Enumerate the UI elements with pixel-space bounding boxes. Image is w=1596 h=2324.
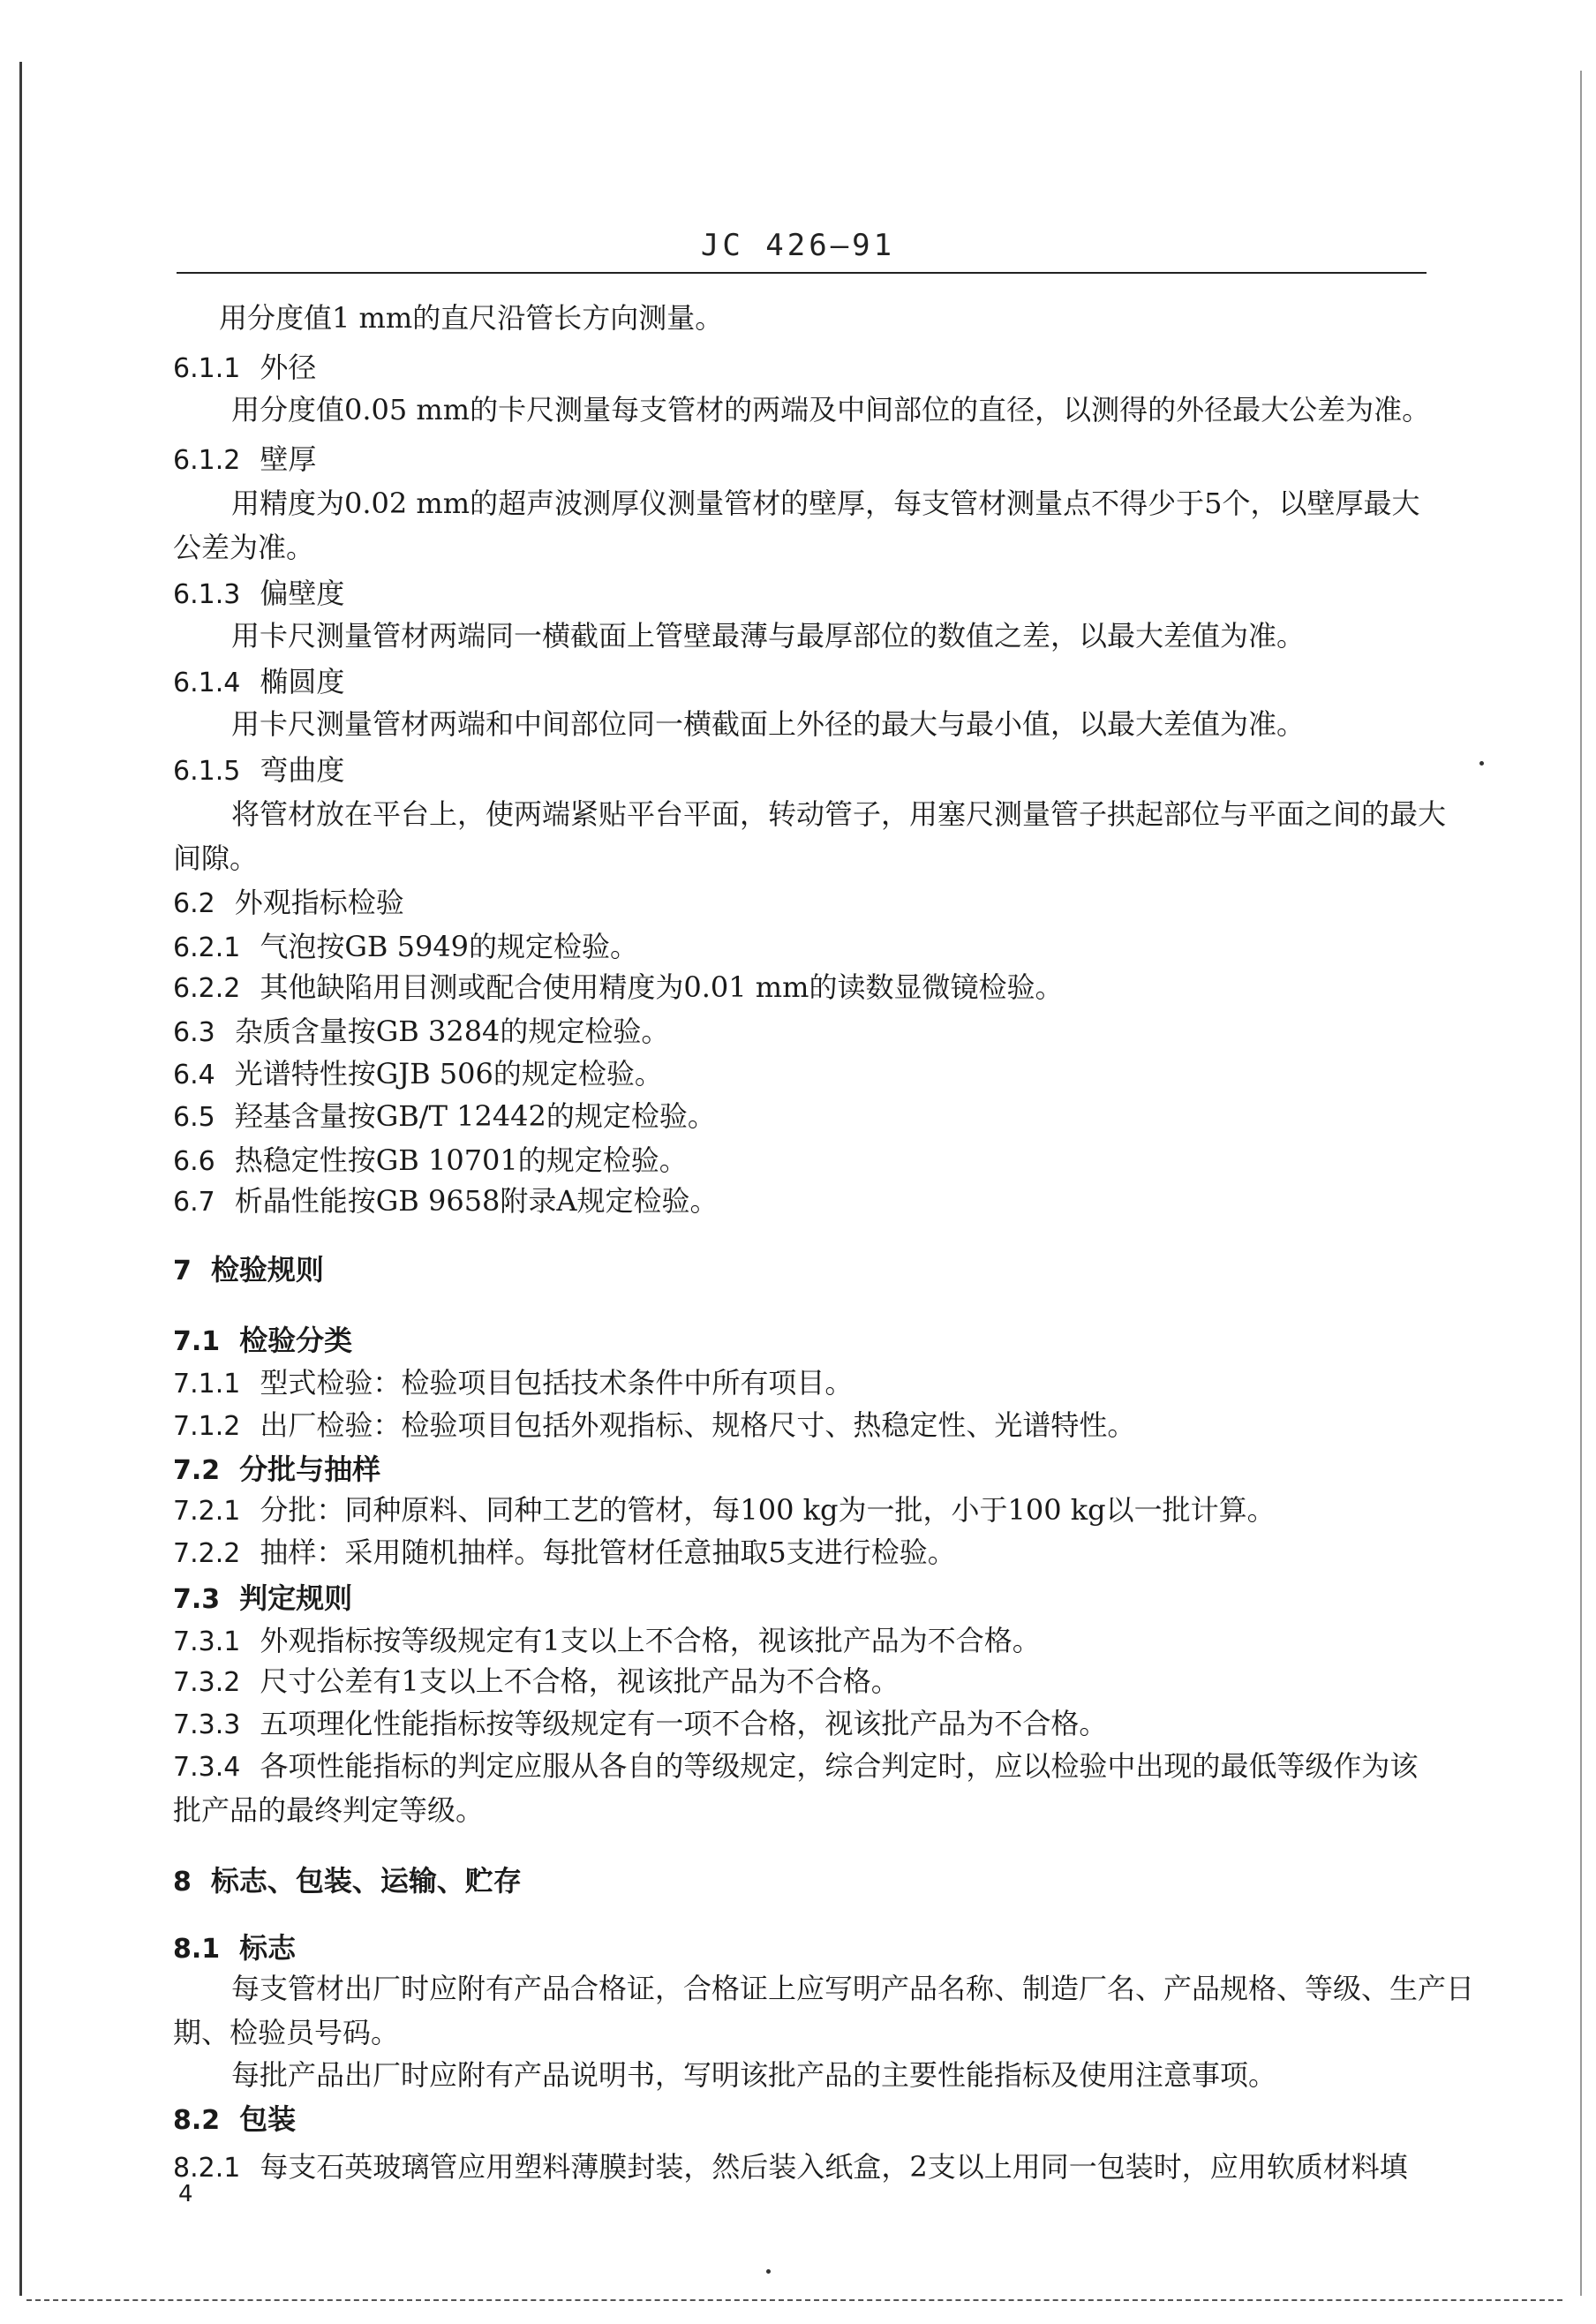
clause-number: 8: [173, 1867, 192, 1898]
page-left-border: [19, 62, 22, 2296]
clause-number: 8.2: [173, 2105, 221, 2136]
text-line: [173, 530, 314, 565]
text-line: [173, 970, 1063, 1007]
clause-number: 7.1.2: [173, 1411, 241, 1442]
text-line: [173, 1143, 688, 1180]
text-line: [231, 2057, 1276, 2093]
clause-text: 出厂检验：检验项目包括外观指标、规格尺寸、热稳定性、光谱特性。: [260, 1408, 1136, 1442]
standard-code-header: JC 426—91: [700, 228, 896, 263]
clause-text: 型式检验：检验项目包括技术条件中所有项目。: [260, 1366, 854, 1400]
clause-text: 壁厚: [260, 442, 317, 476]
clause-text: 羟基含量按GB/T 12442的规定检验。: [234, 1099, 716, 1133]
text-line: [173, 664, 344, 701]
text-line: [173, 1535, 956, 1572]
text-line: [173, 1792, 484, 1828]
clause-text: 气泡按GB 5949的规定检验。: [260, 930, 639, 963]
clause-text: 用卡尺测量管材两端和中间部位同一横截面上外径的最大与最小值，以最大差值为准。: [231, 707, 1306, 741]
text-line: [231, 706, 1305, 742]
clause-text: 偏壁度: [260, 577, 345, 610]
clause-number: 6.2.2: [173, 973, 241, 1004]
clause-text: 抽样：采用随机抽样。每批管材任意抽取5支进行检验。: [260, 1536, 956, 1569]
clause-number: 6.3: [173, 1017, 215, 1048]
clause-text: 外观指标按等级规定有1支以上不合格，视该批产品为不合格。: [260, 1624, 1041, 1657]
clause-text: 杂质含量按GB 3284的规定检验。: [234, 1015, 670, 1048]
clause-text: 判定规则: [239, 1581, 353, 1615]
clause-number: 6.2.1: [173, 932, 241, 963]
clause-text: 分批与抽样: [239, 1452, 381, 1486]
page-right-border: [1580, 71, 1582, 2296]
text-line: [219, 300, 723, 336]
text-line: [173, 2149, 1408, 2186]
clause-number: 8.2.1: [173, 2153, 241, 2184]
clause-text: 每批产品出厂时应附有产品说明书，写明该批产品的主要性能指标及使用注意事项。: [231, 2058, 1277, 2092]
clause-text: 用分度值1 mm的直尺沿管长方向测量。: [219, 301, 724, 335]
clause-text: 析晶性能按GB 9658附录A规定检验。: [234, 1184, 719, 1218]
clause-number: 6.4: [173, 1060, 215, 1090]
clause-number: 7: [173, 1256, 192, 1286]
clause-number: 6.1.1: [173, 353, 241, 384]
clause-text: 外径: [260, 351, 317, 384]
clause-number: 7.3.2: [173, 1667, 241, 1698]
clause-text: 检验规则: [210, 1253, 324, 1286]
clause-text: 弯曲度: [260, 753, 345, 787]
text-line: [173, 1056, 663, 1093]
text-line: [173, 885, 404, 922]
clause-number: 6.2: [173, 888, 215, 919]
text-line: [173, 1492, 1276, 1529]
section-heading: [173, 1863, 522, 1900]
clause-text: 光谱特性按GJB 506的规定检验。: [234, 1057, 663, 1090]
text-line: [231, 618, 1305, 653]
clause-text: 各项性能指标的判定应服从各自的等级规定，综合判定时，应以检验中出现的最低等级作为该: [260, 1749, 1419, 1783]
clause-number: 6.1.4: [173, 668, 241, 698]
clause-text: 标志: [239, 1931, 297, 1965]
header-rule: [177, 272, 1427, 274]
text-line: [173, 1748, 1418, 1785]
clause-number: 7.2.2: [173, 1538, 241, 1569]
text-line: [173, 1407, 1135, 1445]
clause-number: 6.1.5: [173, 756, 241, 787]
clause-number: 7.1.1: [173, 1369, 241, 1400]
clause-number: 6.6: [173, 1146, 215, 1177]
scan-speck: [1479, 761, 1484, 766]
text-line: [173, 350, 316, 387]
clause-text: 热稳定性按GB 10701的规定检验。: [234, 1143, 688, 1177]
text-line: [173, 752, 344, 789]
clause-text: 五项理化性能指标按等级规定有一项不合格，视该批产品为不合格。: [260, 1707, 1108, 1740]
clause-text: 期、检验员号码。: [173, 2016, 400, 2049]
text-line: [173, 1706, 1107, 1743]
text-line: [173, 1098, 716, 1136]
text-line: [173, 929, 638, 966]
clause-text: 其他缺陷用目测或配合使用精度为0.01 mm的读数显微镜检验。: [260, 970, 1064, 1004]
clause-text: 批产品的最终判定等级。: [173, 1793, 485, 1827]
clause-text: 外观指标检验: [234, 886, 404, 919]
clause-text: 间隙。: [173, 841, 259, 875]
clause-text: 每支管材出厂时应附有产品合格证，合格证上应写明产品名称、制造厂名、产品规格、等级、生产日: [231, 1972, 1475, 2005]
section-heading: [173, 1930, 296, 1967]
clause-number: 7.3.3: [173, 1709, 241, 1740]
clause-number: 6.5: [173, 1102, 215, 1133]
clause-number: 7.1: [173, 1326, 221, 1357]
text-line: [173, 1183, 719, 1220]
clause-text: 用卡尺测量管材两端同一横截面上管壁最薄与最厚部位的数值之差，以最大差值为准。: [231, 619, 1306, 653]
text-line: [173, 1365, 853, 1402]
section-heading: [173, 1323, 352, 1360]
text-line: [173, 576, 344, 613]
clause-text: 尺寸公差有1支以上不合格，视该批产品为不合格。: [260, 1664, 900, 1698]
page-bottom-border: [26, 2299, 1562, 2301]
text-line: [231, 1971, 1474, 2006]
clause-text: 将管材放在平台上，使两端紧贴平台平面，转动管子，用塞尺测量管子拱起部位与平面之间的最大: [231, 797, 1447, 831]
page-number: 4: [178, 2181, 193, 2207]
section-heading: [173, 1252, 324, 1289]
text-line: [173, 841, 258, 876]
clause-text: 每支石英玻璃管应用塑料薄膜封装，然后装入纸盒，2支以上用同一包装时，应用软质材料填: [260, 2150, 1408, 2184]
clause-number: 7.3: [173, 1584, 221, 1615]
section-heading: [173, 1581, 352, 1618]
clause-number: 7.2.1: [173, 1496, 241, 1527]
clause-text: 检验分类: [239, 1324, 353, 1357]
clause-number: 8.1: [173, 1934, 221, 1965]
text-line: [173, 441, 316, 479]
clause-number: 6.1.2: [173, 445, 241, 476]
clause-text: 分批：同种原料、同种工艺的管材，每100 kg为一批，小于100 kg以一批计算。: [260, 1493, 1276, 1527]
clause-text: 椭圆度: [260, 665, 345, 698]
clause-number: 7.3.1: [173, 1626, 241, 1657]
text-line: [173, 1664, 900, 1701]
clause-text: 公差为准。: [173, 531, 315, 564]
clause-number: 7.2: [173, 1455, 221, 1486]
text-line: [173, 1014, 669, 1051]
text-line: [173, 2015, 399, 2050]
section-heading: [173, 2101, 296, 2139]
clause-number: 6.1.3: [173, 579, 241, 610]
scan-speck: [766, 2269, 771, 2274]
text-line: [231, 796, 1446, 832]
text-line: [231, 392, 1430, 427]
clause-text: 用精度为0.02 mm的超声波测厚仪测量管材的壁厚，每支管材测量点不得少于5个，以壁厚最大: [231, 487, 1420, 520]
clause-number: 7.3.4: [173, 1752, 241, 1783]
text-line: [173, 1623, 1041, 1660]
clause-text: 用分度值0.05 mm的卡尺测量每支管材的两端及中间部位的直径，以测得的外径最大公差为准。: [231, 393, 1431, 426]
clause-number: 6.7: [173, 1187, 215, 1218]
text-line: [231, 486, 1419, 521]
section-heading: [173, 1452, 380, 1489]
clause-text: 标志、包装、运输、贮存: [210, 1864, 522, 1898]
clause-text: 包装: [239, 2102, 297, 2136]
